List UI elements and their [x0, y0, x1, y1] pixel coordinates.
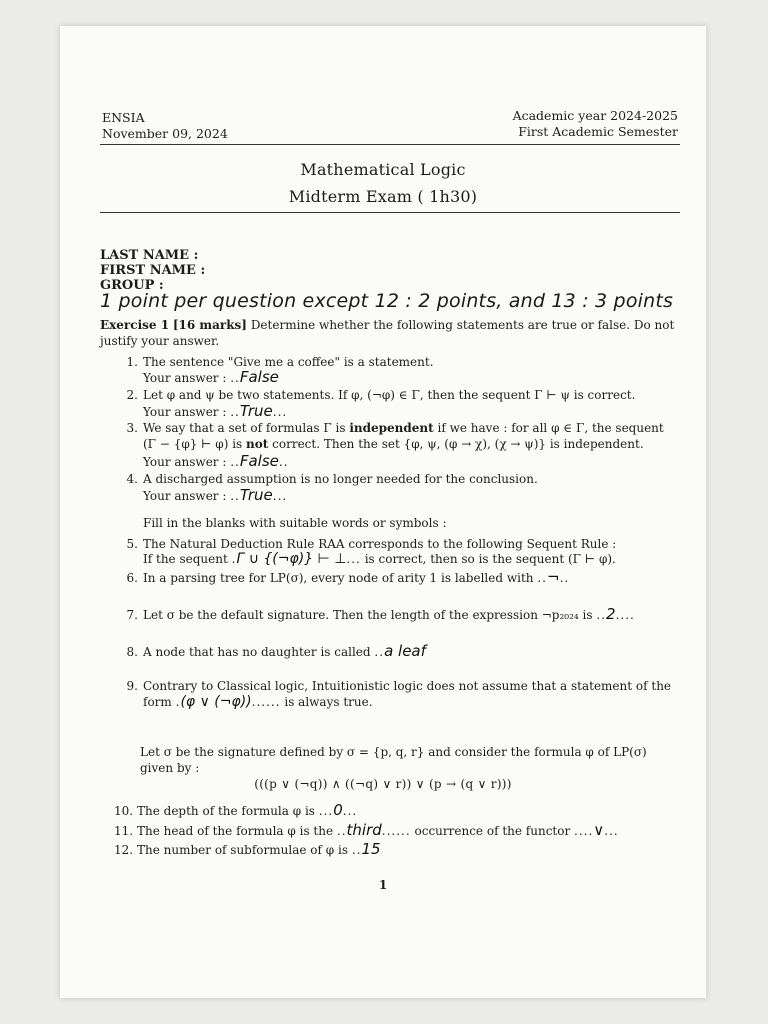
question-4-answer: True — [239, 486, 273, 504]
question-11: 11. The head of the formula φ is the ..third...... occurrence of the functor ....∨... — [114, 821, 619, 839]
question-8-answer: a leaf — [384, 642, 426, 660]
handwritten-grading-note: 1 point per question except 12 : 2 points, and 13 : 3 points — [100, 290, 674, 312]
question-2-answer: True — [239, 402, 273, 420]
question-1-text: The sentence "Give me a coffee" is a statement. — [143, 355, 434, 369]
question-6: 6. In a parsing tree for LP(σ), every node of arity 1 is labelled with ..¬.. — [126, 568, 570, 586]
question-4: 4. A discharged assumption is no longer needed for the conclusion. — [126, 472, 538, 486]
exercise-instruction-cont: justify your answer. — [100, 334, 220, 348]
question-12: 12. The number of subformulae of φ is ..15 — [114, 840, 381, 858]
question-7-answer: 2 — [606, 605, 616, 623]
exercise-instruction — [100, 317, 674, 333]
question-11-answer-functor: ∨ — [593, 821, 605, 839]
signature-intro: Let σ be the signature defined by σ = {p, q, r} and consider the formula φ of LP(σ) — [140, 745, 647, 759]
course-title: Mathematical Logic — [300, 160, 466, 179]
group-label: GROUP : — [100, 278, 164, 293]
question-6-text: In a parsing tree for LP(σ), every node of arity 1 is labelled with — [143, 571, 534, 585]
question-9: 9. Contrary to Classical logic, Intuitionistic logic does not assume that a statement of the — [126, 679, 672, 693]
school-name: ENSIA — [102, 110, 145, 125]
question-5-answer: Γ ∪ {(¬φ)} ⊢ ⊥ — [236, 551, 347, 567]
exam-title: Midterm Exam ( 1h30) — [288, 187, 478, 206]
question-5-text: The Natural Deduction Rule RAA corresponds to the following Sequent Rule : — [143, 537, 617, 551]
fill-in-instruction: Fill in the blanks with suitable words or symbols : — [143, 516, 447, 530]
question-2-text: Let φ and ψ be two statements. If φ, (¬φ) ∈ Γ, then the sequent Γ ⊢ ψ is correct. — [143, 388, 636, 402]
question-10: 10. The depth of the formula φ is ...0... — [114, 801, 358, 819]
question-5-cont: If the sequent .Γ ∪ {(¬φ)} ⊢ ⊥... is correct, then so is the sequent (Γ ⊢ φ). — [143, 551, 616, 567]
question-9-cont: form .(φ ∨ (¬φ))...... is always true. — [143, 694, 373, 710]
question-12-text: The number of subformulae of φ is — [137, 843, 348, 857]
question-5: 5. The Natural Deduction Rule RAA corresponds to the following Sequent Rule : — [126, 537, 617, 551]
question-3-answer: False — [239, 452, 279, 470]
question-7: 7. Let σ be the default signature. Then the length of the expression ¬p₂₀₂₄ is ..2.... — [126, 605, 635, 623]
question-1-answer-line: Your answer : ..False — [143, 368, 279, 386]
question-2: 2. Let φ and ψ be two statements. If φ, (¬φ) ∈ Γ, then the sequent Γ ⊢ ψ is correct. — [126, 388, 636, 402]
question-4-answer-line: Your answer : ..True... — [143, 486, 288, 504]
header-rule-top — [100, 144, 680, 145]
question-3-answer-line: Your answer : ..False.. — [143, 452, 289, 470]
question-3-cont: (Γ − {φ} ⊢ φ) is not correct. Then the set {φ, ψ, (φ → χ), (χ → ψ)} is independent. — [143, 437, 644, 451]
question-4-text: A discharged assumption is no longer needed for the conclusion. — [143, 472, 538, 486]
question-6-answer: ¬ — [547, 568, 560, 586]
question-8-text: A node that has no daughter is called — [143, 645, 371, 659]
question-7-text: Let σ be the default signature. Then the length of the expression ¬p₂₀₂₄ is — [143, 608, 593, 622]
question-10-answer: 0 — [333, 801, 343, 819]
question-9-text: Contrary to Classical logic, Intuitionistic logic does not assume that a statement of the — [143, 679, 672, 693]
exam-sheet — [60, 26, 706, 998]
question-9-answer: (φ ∨ (¬φ)) — [180, 694, 252, 710]
exercise-marks: [16 marks] — [172, 318, 247, 332]
question-8: 8. A node that has no daughter is called ..a leaf — [126, 642, 426, 660]
question-11-answer: third — [346, 821, 382, 839]
question-1: 1. The sentence "Give me a coffee" is a statement. — [126, 355, 434, 369]
academic-year: Academic year 2024-2025 — [512, 108, 678, 123]
formula-phi: (((p ∨ (¬q)) ∧ ((¬q) ∨ r)) ∨ (p → (q ∨ r))) — [254, 777, 512, 791]
exercise-label: Exercise 1 — [100, 318, 170, 332]
first-name-label: FIRST NAME : — [100, 263, 206, 278]
header-rule-bottom — [100, 212, 680, 213]
question-10-text: The depth of the formula φ is — [137, 804, 315, 818]
question-12-answer: 15 — [361, 840, 381, 858]
signature-intro-cont: given by : — [140, 761, 200, 775]
academic-semester: First Academic Semester — [518, 124, 678, 139]
exercise-instruction-text: Determine whether the following statements are true or false. Do not — [250, 318, 675, 332]
page-number: 1 — [378, 878, 388, 892]
exam-date: November 09, 2024 — [102, 126, 228, 141]
question-3: 3. We say that a set of formulas Γ is independent if we have : for all φ ∈ Γ, the sequent — [126, 421, 664, 435]
question-1-answer: False — [239, 368, 279, 386]
question-2-answer-line: Your answer : ..True... — [143, 402, 288, 420]
question-11-text: The head of the formula φ is the — [137, 824, 334, 838]
last-name-label: LAST NAME : — [100, 248, 199, 263]
